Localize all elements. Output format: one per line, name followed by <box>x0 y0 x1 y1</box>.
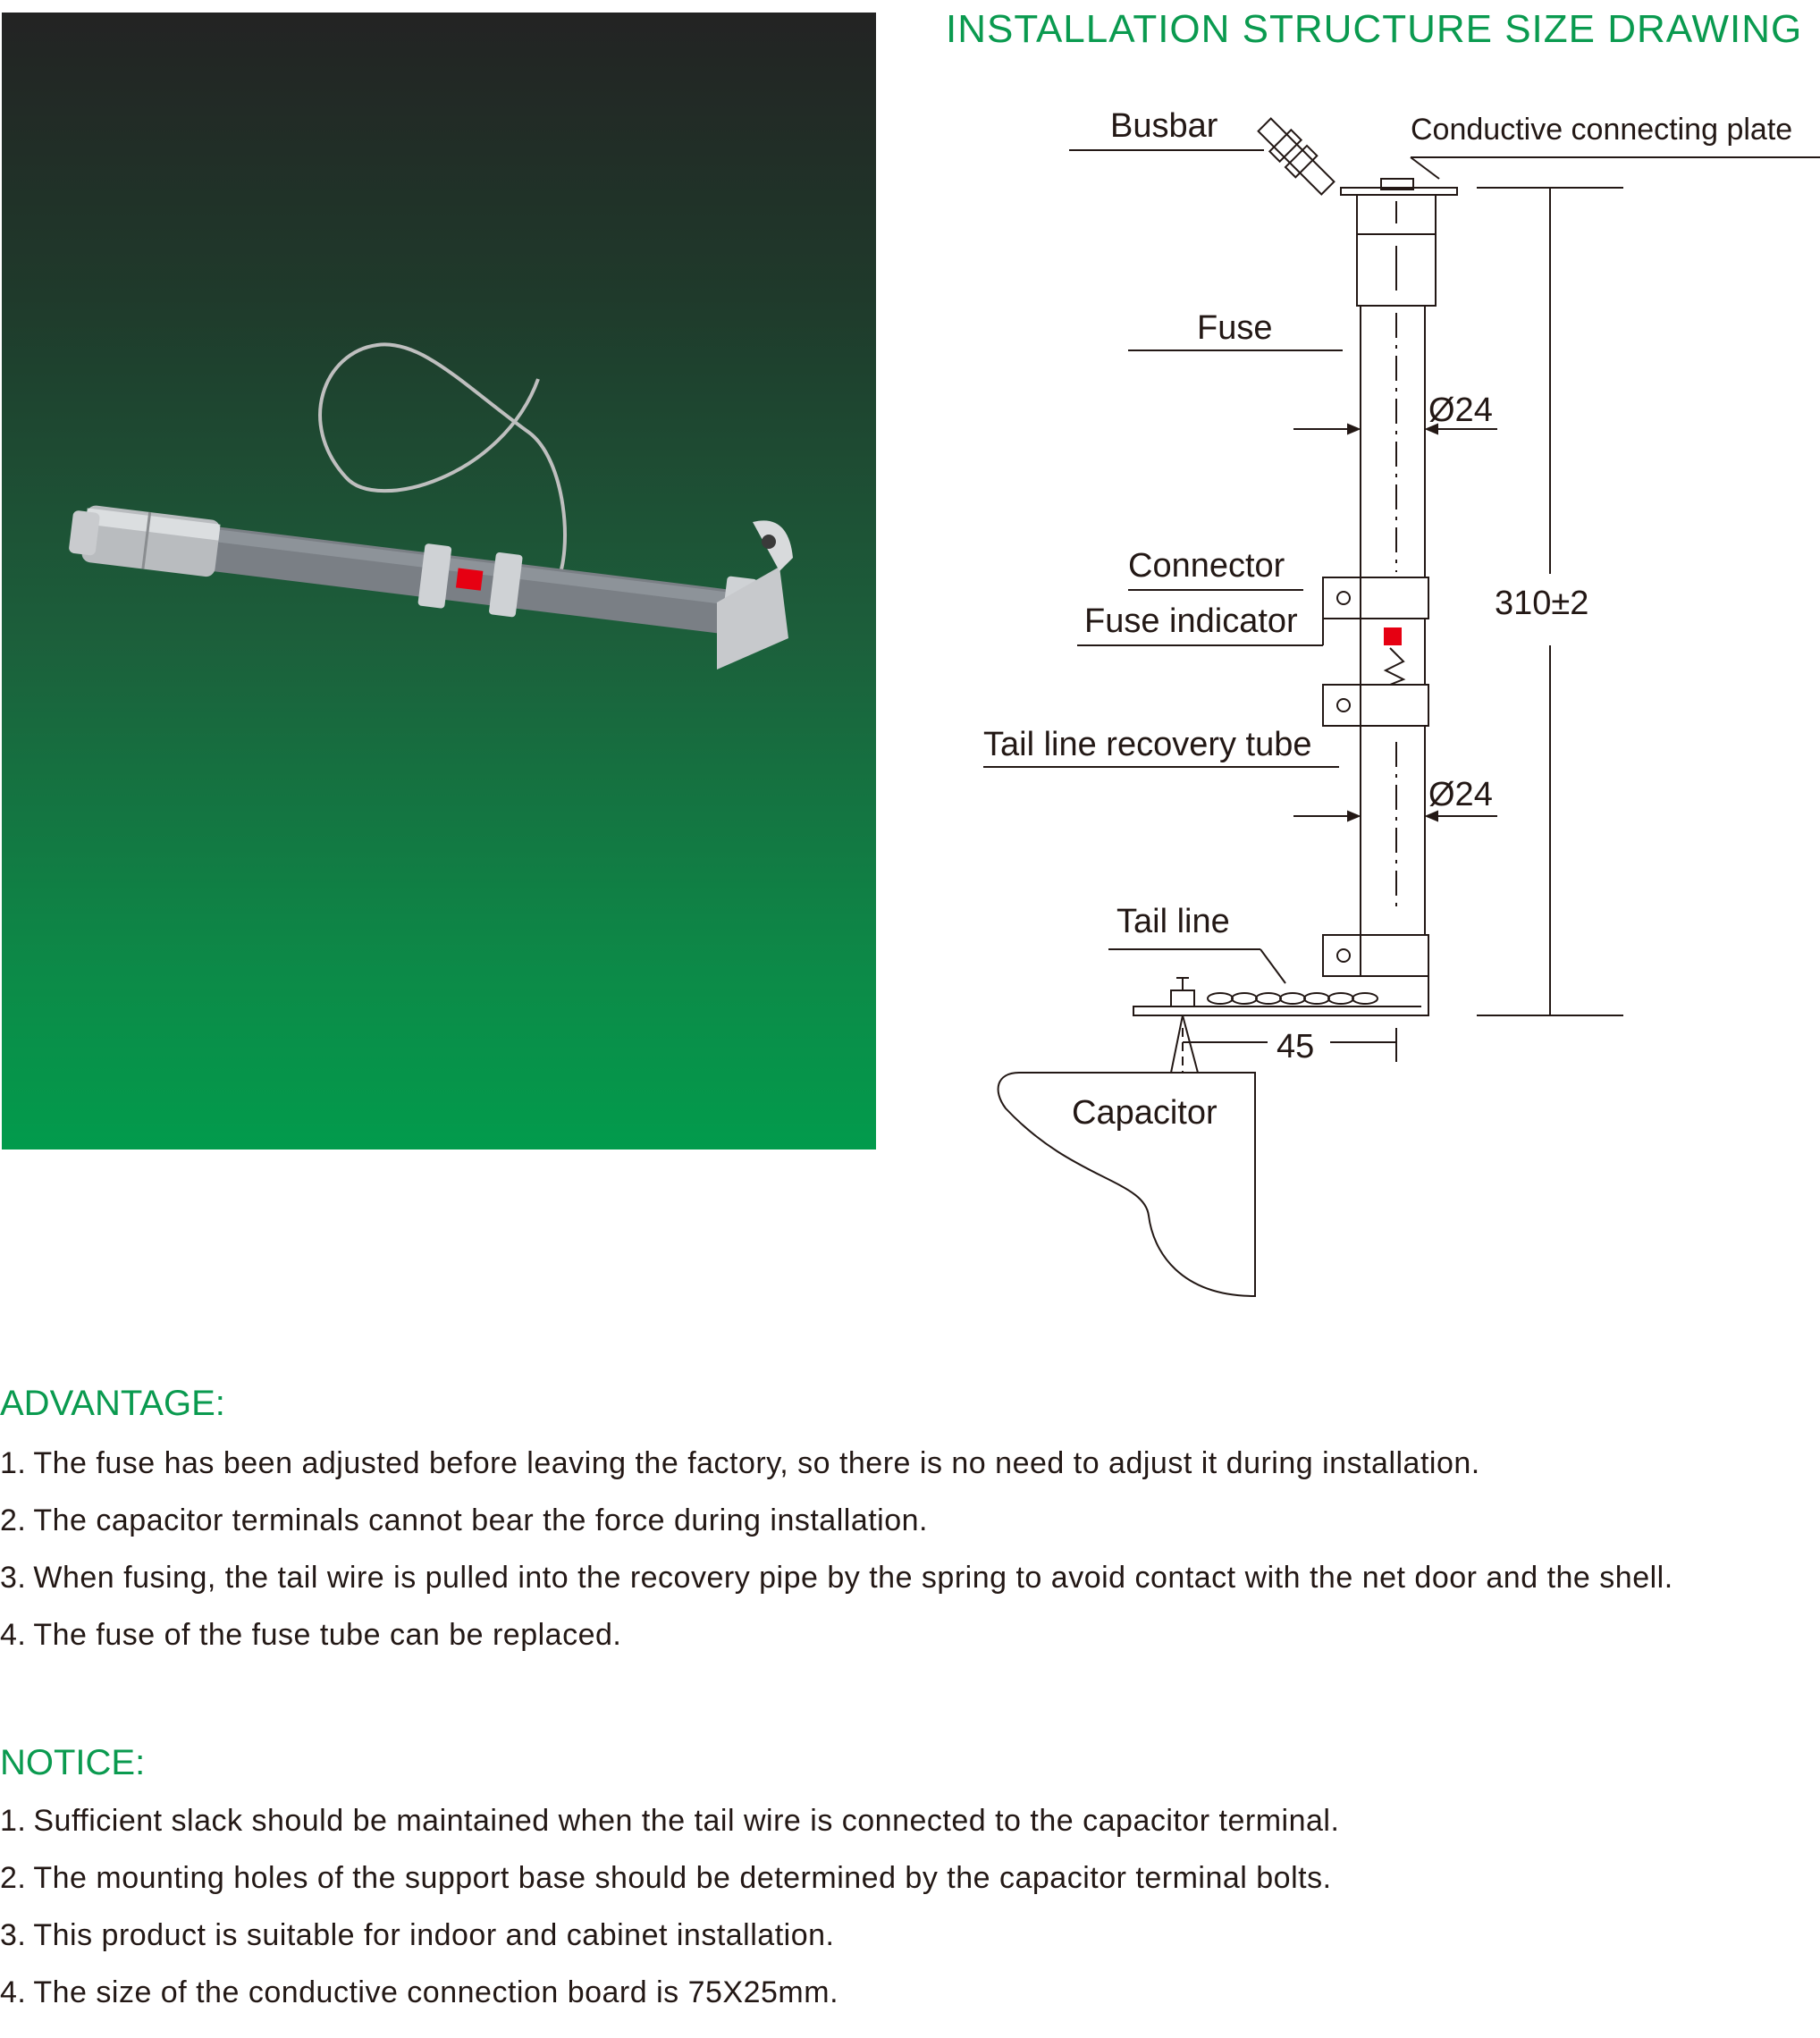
label-busbar: Busbar <box>1110 107 1218 145</box>
label-tail-line-recovery-tube: Tail line recovery tube <box>983 726 1312 763</box>
label-diameter-top: Ø24 <box>1428 392 1493 429</box>
label-diameter-bottom: Ø24 <box>1428 776 1493 813</box>
label-fuse-indicator: Fuse indicator <box>1084 602 1298 640</box>
label-fuse: Fuse <box>1197 309 1273 347</box>
advantage-title: ADVANTAGE: <box>0 1384 225 1423</box>
diagram-title: INSTALLATION STRUCTURE SIZE DRAWING <box>946 7 1803 51</box>
label-tail-line: Tail line <box>1116 903 1230 940</box>
fuse-product-image <box>2 13 876 1150</box>
fuse-indicator-mark <box>1384 627 1402 645</box>
product-photo <box>2 13 876 1150</box>
label-length-dimension: 310±2 <box>1495 585 1589 622</box>
label-connector: Connector <box>1128 547 1285 585</box>
notice-item: 3. This product is suitable for indoor and cabinet installation. <box>0 1918 835 1952</box>
advantage-item: 1. The fuse has been adjusted before leaving the factory, so there is no need to adjust it during installation. <box>0 1446 1480 1480</box>
label-offset-dimension: 45 <box>1277 1028 1315 1065</box>
tail-line-chain <box>1208 993 1378 1004</box>
notice-item: 2. The mounting holes of the support base should be determined by the capacitor terminal bolts. <box>0 1861 1332 1895</box>
label-conductive-plate: Conductive connecting plate <box>1411 113 1793 147</box>
notice-title: NOTICE: <box>0 1743 146 1782</box>
notice-item: 1. Sufficient slack should be maintained when the tail wire is connected to the capacitor terminal. <box>0 1804 1340 1838</box>
notice-item: 4. The size of the conductive connection board is 75X25mm. <box>0 1975 839 2009</box>
installation-drawing <box>894 0 1820 1341</box>
busbar-bolt <box>1254 114 1339 199</box>
advantage-item: 4. The fuse of the fuse tube can be replaced. <box>0 1618 622 1652</box>
label-capacitor: Capacitor <box>1072 1094 1218 1132</box>
advantage-item: 2. The capacitor terminals cannot bear the force during installation. <box>0 1503 928 1537</box>
advantage-item: 3. When fusing, the tail wire is pulled into the recovery pipe by the spring to avoid contact with the net door and the shell. <box>0 1561 1673 1595</box>
